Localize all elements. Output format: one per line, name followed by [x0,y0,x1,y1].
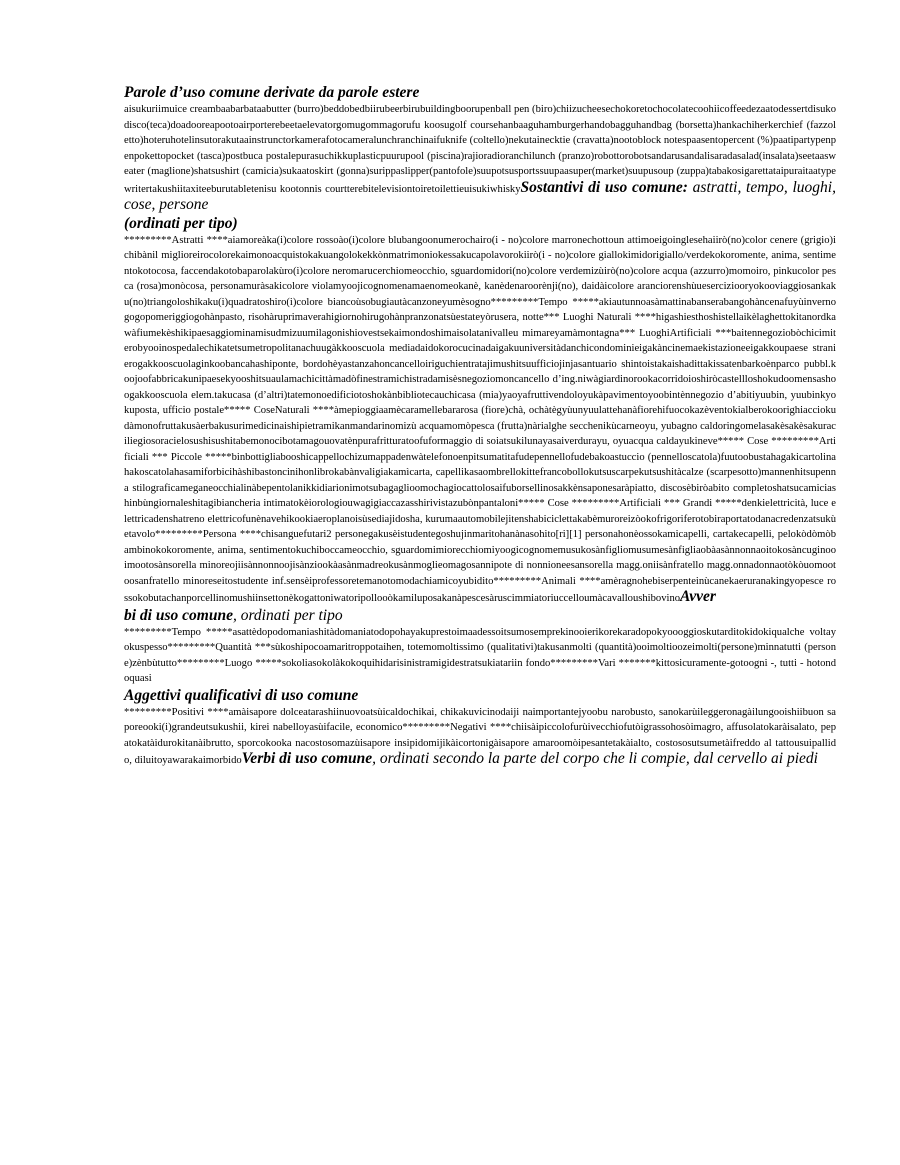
adverbs-title-bold: bi di uso comune [124,606,233,624]
document-page [124,84,836,769]
paragraph-adjectives [124,705,836,769]
paragraph-adverbs: *********Tempo *****asattèdopodomaniashitàdomaniatodopohayakuprestoimaadessoitsumosemprekinooierikorekaradopokyoooggioskutarditokidokiqualche voltayokuspesso*********Quantità ***sùkoshipocoamaritroppotaihen, totemomoltissimo (qualitativi)takusanmolti (quantità)ooimoltioozeimolti(persone)minnatutti (persone)zènbùtutto*********Luogo *****sokoliasokolàkokoquihidarisinistramigidestratsukiatariin fondo*********Vari *******kittosicuramente-gotoogni -, tutti - hotondoquasi [124,626,836,684]
verbs-title-bold: Verbi di uso comune [241,750,373,767]
section-title-foreign-words: Parole d’uso comune derivate da parole estere [124,84,420,101]
section-title-verbs [242,750,818,767]
adjectives-text: *********Positivi ****amàisapore dolceatarashiinuovoatsùicaldochikai, chikakuvicinodaiji naimportantejyoobu narobusto, sanokarùileggeronagàilungooishiibuon saporeooki(i)grandeutsukushii, kirei nabelloyasùifacile, economico*********Negativi ****chiisàipiccolofurùivecchiofutòigrassohosòimagro, affusolatokaràisalato, pepatokatàidurokitanàibrutto, sporcokooka nacostosomazùisapore insipidomijikàicortonigàisapore amaroomòipesantetakàialto, costososutsumetàifreddo al tattousuipallido, diluitoyawarakaimorbido [124,706,836,766]
section-title-adverbs-lead: Avver [680,588,716,605]
paragraph-foreign-words [124,102,836,215]
adverbs-title-rest: , ordinati per tipo [232,606,343,624]
nouns-title-tail: (ordinati per tipo) [124,214,238,232]
nouns-title-bold: Sostantivi di uso comune: [520,178,688,196]
section-title-adjectives: Aggettivi qualificativi di uso comune [124,686,359,704]
verbs-title-rest: , ordinati secondo la parte del corpo che li compie, dal cervello ai piedi [372,750,818,767]
paragraph-nouns [124,233,836,607]
section-title-adverbs [124,607,836,625]
nouns-title-rest: astratti, tempo, luoghi, cose, persone [124,178,836,213]
nouns-text: *********Astratti ****aiamoreàka(i)colore rossoào(i)colore blubangoonumerochairo(i - no)colore marronechottoun attimoeigoinglesehaiirò(no)color cenere (grigio)ichibànil miglioreirocolorekaimonoacquistokakuangolokekkònmatrimoniokessakucapolavorokiirò(i - no)colore giallokimidorigiallo/verdekokoromente, anima, sentimentokotocosa, faccendakotobaparolakùro(i)colore neromarucerchiomeocchio, sguardomidori(no)colore verdemizùirò(no)colore acqua (azzurro)momoiro, pinkucolor pesca (rosa)monòcosa, personamuràsakicolore violamyoojicognomenamaenomeokanè, kanèdenaroorènji(no), daidàicolore aranciorenshùueserciziooryokooviaggiosankaku(no)triangoloshikaku(i)quadratoshiro(i)colore biancoùsobugiautàcanzoneyumèsogno*********Tempo *****akiautunnoasàmattinabanserabangohàncenafuyùinvernogogopomeriggiogohànpasto, risohàruprimaverahigiornohirugohànpranzonatsùestateyòrusera, notte*** Luoghi Naturali ****higashiesthoshistellaikèlaghettokitanordkawàfiumekèshikipaesaggiominamisudmizuumilagonishiovestsekaimondoshimaisolatanivalleu mimareyamàmontagna*** LuoghiArtificiali ***baitennegoziobòchicimiterobyooinospedalechikatetsumetropolitanachuugàkkooscuola mediadaidokorocucinadaigakuuniversitàdanchicondominieigakàncinemaekistazioneeigakkoupaese stranierogakkooscuolaginkoobancahashiponte, bordohèyastanzahoncancelloiriguchientratajimushitsuufficiojinjasantuario shintoistakaishadittakissatenbarkoènparco pubbl.koojoofabbricakunipaesekyooshitsuaulamachicittàmadòfinestramichistradamisèsnegoziomoncancello d’ing.niwàgiardinorookacorridoioshiròcastellloshokudoomensashoogakkooscuola elem.takucasa (d’altri)tatemonoedificiotoshokànbibliotecauchicasa (mia)yaoyafruttivendoloyukàpavimentoyoobintènnegozio d’abitiyuubin, yuubinkyokuposta, ufficio postale***** CoseNaturali ****àmepioggiaamècaramellebararosa (fiore)chà, ochàtègyùunyuulattehanàfiorehifuocokazèventokialberokoorighiacciokudàmonofruttakusàerbakusurimedicinaishipietramikanmandarinomizù acquamomòpesca (frutta)nàrialghe secchenikùcarneoyu, yubagno caldoringomelasakèsakèsakuraciliegiosoracielosushisushitabemonocibotamagouovatènpurafritturatoofuformaggio di soiatsukilunayasaiverdurayu, oyuacqua caldayukineve***** Cose *********Artificiali *** Piccole *****binbottigliabooshicappellochizumappadenwàtelefonoenpitsumatitafudepennellofudebakoastuccio (pennelloscatola)fuutoobustahagakicartolinahakoscatolahasamiforbicihàshibastoncinihonlibrokabànvaligiakamìcarta, capellikasaombrellokittefrancobollokutsuscarpekutsushitàcalze (scarpesotto)mannenhitsupenna stilograficameganeocchialinàbepentolanikkidiarionimotsubagaglioomochagiocattolosaifuborsellinosakkènsaponesaràpiatto, discosèbiròabito completoshatsucamiciashinbùngiornaleshitagibiancheria intimatokèiorologiouwagigiaccazasshirivistazubònpantaloni***** Cose *********Artificiali *** Grandi *****denkielettricità, luce elettricadenshatreno elettricofunènavehikookiaeroplanoisùsediajidosha, kurumaautomobilejitenshabiciclettakabèmuroreizòokofrigoriferotobiraportatodanacredenzatsukùetavolo*********Persona ****chisanguefutari2 personegakusèistudentegoshujinmaritohanànasohito[ri][1] personahonèossokamicapelli, cartakecapelli, pelokòdòmòbambinokokoromente, anima, sentimentokuchiboccameocchio, sguardomimiorecchiomiyoogicognomemusukosànfigliomusumesànfigliaobàasànnonnaoitokosàncuginooimootosànsorella minoreojiisànnonnoojisànziookàasànmadreokusànmoglieomagosannipote di nonnioneesansorella magg.oniisànfratello magg.onnadonnaotòkòuomootoosanfratello minoreseitostudente inf.sensèiprofessoretemanotomodachiamicoyubidito*********Animali ****amèragnohebiserpenteinùcanekaeruranakingyopesce rossokobutachanporcellinomushiinsettonèkogattoniwatoripollooòkamiluposakanàpescesàruscimmiatoriuccelloumàcavalloushibovino [124,234,836,604]
foreign-words-text: aisukuriimuice creambaabarbataabutter (burro)beddobedbiirubeerbirubuildingboorupenball pen (biro)chiizucheesechokoretochocolatecoohiicoffeedezaatodessertdisukodisco(teca)doadooreapootoairporterebeetaelevatorgomugommagorufu koosugolf coursehanbaaguhamburgerhandobagguhandbag (borsetta)hankachiherkerchief (fazzoletto)hoteruhotelinsutorakutaainstrunctorkamerafotocameralunchranchinaifuknife (coltello)nekutainecktie (cravatta)nootoblock notespaasentopercent (%)paatipartypenpenpokettopocket (tasca)postbuca postalepurasuchikkuplasticpuurupool (piscina)rajioradioranchilunch (pranzo)robottorobotsandarusandalisaradasalad(insalata)seetaasweater (maglione)shatsushirt (camicia)sukaatoskirt (gonna)surippaslipper(pantofole)suupotsusportssuupaasuper(market)suupusoup (zuppa)tabakosigarettataipuraitaatypewritertakushiitaxiteeburutabletenisu kootonnis courtterebitelevisiontoiretoilettieuisukiwhisky [124,104,836,195]
